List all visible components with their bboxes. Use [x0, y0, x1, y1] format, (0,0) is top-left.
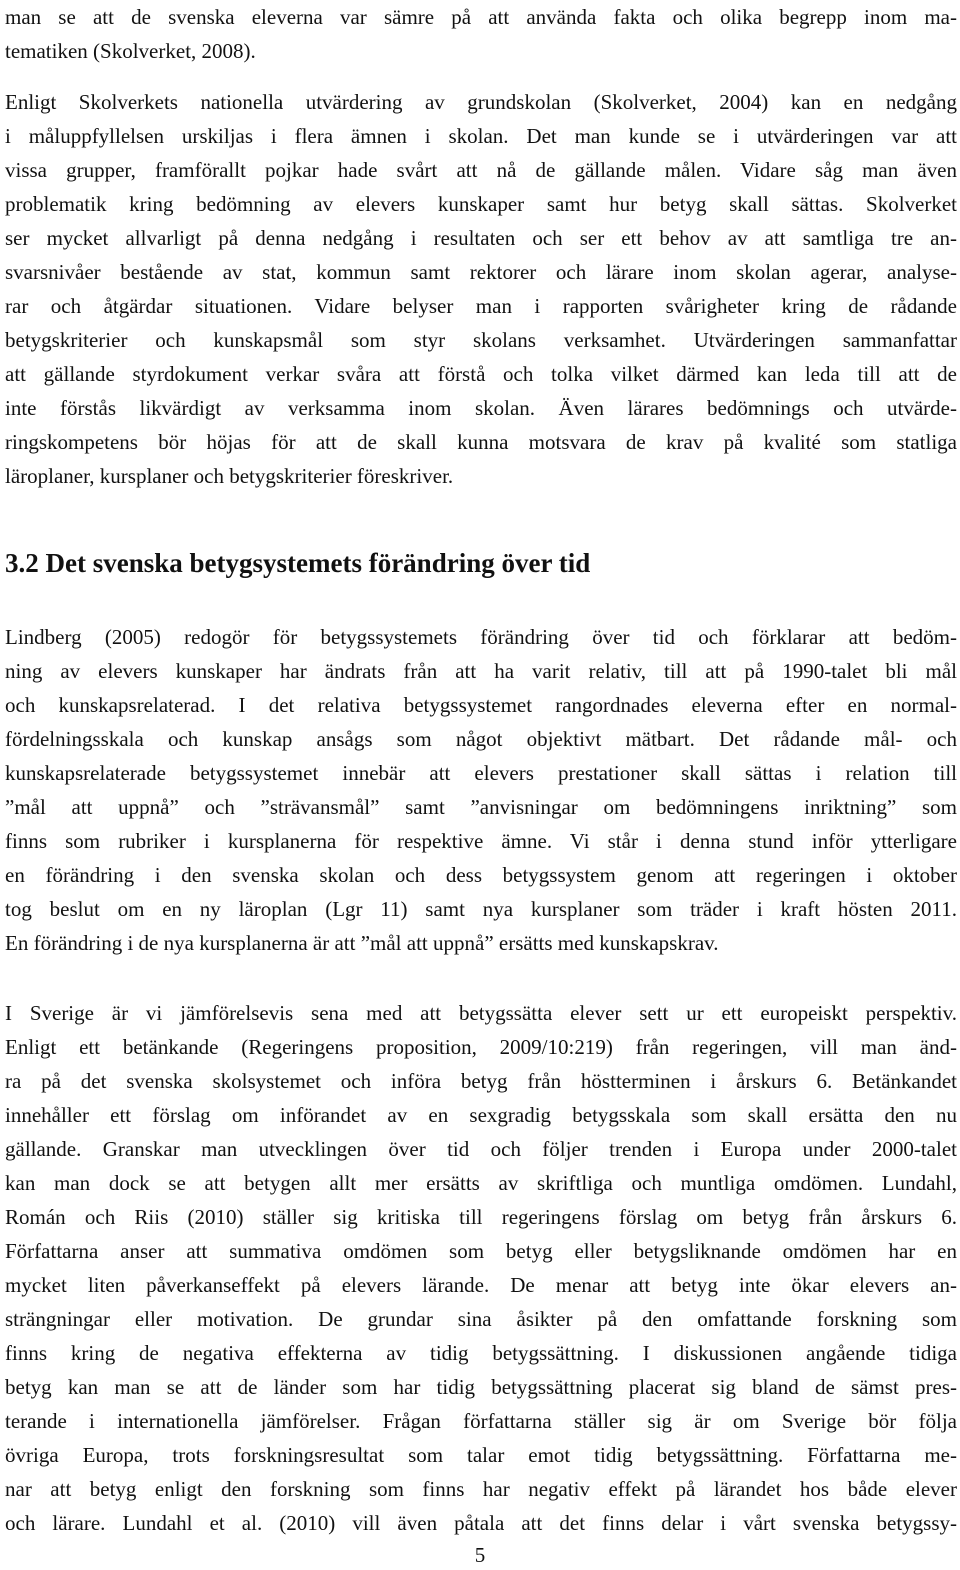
text-line: en förändring i den svenska skolan och dess betygssystem genom att regeringen i oktober [5, 863, 957, 887]
text-line: kunskapsrelaterade betygssystemet innebär att elevers prestationer skall sättas i relation till [5, 761, 957, 785]
paragraph-1 [5, 0, 957, 68]
text-line: rar och åtgärdar situationen. Vidare belyser man i rapporten svårigheter kring de rådande [5, 294, 957, 318]
text-line: tematiken (Skolverket, 2008). [5, 39, 256, 63]
text-line: terande i internationella jämförelser. Frågan författarna ställer sig är om Sverige bör följa [5, 1409, 957, 1433]
text-line: strängningar eller motivation. De grundar sina åsikter på den omfattande forskning som [5, 1307, 957, 1331]
text-line: Lindberg (2005) redogör för betygssystemets förändring över tid och förklarar att bedöm- [5, 625, 957, 649]
text-line: man se att de svenska eleverna var sämre på att använda fakta och olika begrepp inom ma- [5, 5, 957, 29]
text-line: kan man dock se att betygen allt mer ersätts av skriftliga och muntliga omdömen. Lundahl, [5, 1171, 957, 1195]
text-line: svarsnivåer bestående av stat, kommun samt rektorer och lärare inom skolan agerar, analyse- [5, 260, 957, 284]
text-line: fördelningsskala och kunskap ansågs som något objektivt mätbart. Det rådande mål- och [5, 727, 957, 751]
text-line: i måluppfyllelsen urskiljas i flera ämnen i skolan. Det man kunde se i utvärderingen var att [5, 124, 957, 148]
text-line: ning av elevers kunskaper har ändrats från att ha varit relativ, till att på 1990-talet bli mål [5, 659, 957, 683]
text-line: nar att betyg enligt den forskning som finns har negativ effekt på lärandet hos både elever [5, 1477, 957, 1501]
text-line: problematik kring bedömning av elevers kunskaper samt hur betyg skall sättas. Skolverket [5, 192, 957, 216]
text-line: och kunskapsrelaterad. I det relativa betygssystemet rangordnades eleverna efter en normal- [5, 693, 957, 717]
paragraph-2 [5, 85, 957, 493]
paragraph-3 [5, 620, 957, 960]
text-line: inte förstås likvärdigt av verksamma inom skolan. Även lärares bedömnings och utvärde- [5, 396, 957, 420]
text-line: ra på det svenska skolsystemet och införa betyg från höstterminen i årskurs 6. Betänkandet [5, 1069, 957, 1093]
page-number: 5 [474, 1543, 486, 1567]
text-line: betygskriterier och kunskapsmål som styr skolans verksamhet. Utvärderingen sammanfattar [5, 328, 957, 352]
text-line: finns som rubriker i kursplanerna för respektive ämne. Vi står i denna stund inför ytterligare [5, 829, 957, 853]
text-line: övriga Europa, trots forskningsresultat som talar emot tidig betygssättning. Författarna me- [5, 1443, 957, 1467]
text-line: ser mycket allvarligt på denna nedgång i resultaten och ser ett behov av att samtliga tre an- [5, 226, 957, 250]
text-line: Román och Riis (2010) ställer sig kritiska till regeringens förslag om betyg från årskurs 6. [5, 1205, 957, 1229]
text-line: En förändring i de nya kursplanerna är att ”mål att uppnå” ersätts med kunskapskrav. [5, 931, 719, 955]
text-line: innehåller ett förslag om införandet av en sexgradig betygsskala som skall ersätta den nu [5, 1103, 957, 1127]
text-line: ”mål att uppnå” och ”strävansmål” samt ”anvisningar om bedömningens inriktning” som [5, 795, 957, 819]
paragraph-4 [5, 996, 957, 1540]
text-line: att gällande styrdokument verkar svåra att förstå och tolka vilket därmed kan leda till att de [5, 362, 957, 386]
text-line: mycket liten påverkanseffekt på elevers lärande. De menar att betyg inte ökar elevers an- [5, 1273, 957, 1297]
text-line: Enligt ett betänkande (Regeringens proposition, 2009/10:219) från regeringen, vill man änd- [5, 1035, 957, 1059]
text-line: Författarna anser att summativa omdömen som betyg eller betygsliknande omdömen har en [5, 1239, 957, 1263]
text-line: finns kring de negativa effekterna av tidig betygssättning. I diskussionen angående tidiga [5, 1341, 957, 1365]
text-line: Enligt Skolverkets nationella utvärdering av grundskolan (Skolverket, 2004) kan en nedgång [5, 90, 957, 114]
text-line: I Sverige är vi jämförelsevis sena med att betygssätta elever sett ur ett europeiskt perspektiv. [5, 1001, 957, 1025]
section-heading: 3.2 Det svenska betygsystemets förändring över tid [5, 548, 591, 578]
text-line: vissa grupper, framförallt pojkar hade svårt att nå de gällande målen. Vidare såg man även [5, 158, 957, 182]
text-line: tog beslut om en ny läroplan (Lgr 11) samt nya kursplaner som träder i kraft hösten 2011. [5, 897, 957, 921]
text-line: gällande. Granskar man utvecklingen över tid och följer trenden i Europa under 2000-talet [5, 1137, 957, 1161]
text-line: läroplaner, kursplaner och betygskriterier föreskriver. [5, 464, 454, 488]
text-line: betyg kan man se att de länder som har tidig betygssättning placerat sig bland de sämst pres- [5, 1375, 957, 1399]
text-line: och lärare. Lundahl et al. (2010) vill även påtala att det finns delar i vårt svenska betygssy- [5, 1511, 957, 1535]
text-line: ringskompetens bör höjas för att de skall kunna motsvara de krav på kvalité som statliga [5, 430, 957, 454]
